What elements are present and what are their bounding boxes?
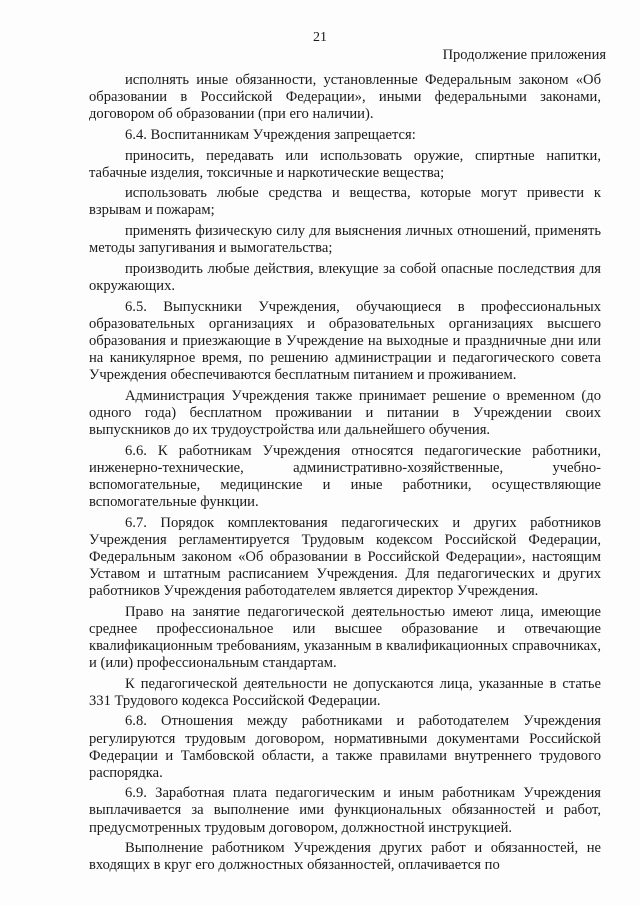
paragraph-other-duties: Выполнение работником Учреждения других работ и обязанностей, не входящих в круг его должностных обязанностей, оплачивается по — [89, 840, 601, 874]
running-head: Продолжение приложения — [442, 47, 606, 63]
paragraph-obligations-continued: исполнять иные обязанности, установленные Федеральным законом «Об образовании в Российской Федерации», иными федеральными законами, договором об образовании (при его наличии). — [89, 72, 601, 123]
paragraph-prohibition-force: применять физическую силу для выяснения личных отношений, применять методы запугивания и вымогательства; — [89, 223, 601, 257]
paragraph-right-to-teach: Право на занятие педагогической деятельностью имеют лица, имеющие среднее профессиональное или высшее образование и отвечающие квалификационным требованиям, указанным в квалификационных справочниках, и (или) профессиональным стандартам. — [89, 603, 601, 671]
paragraph-6-6: 6.6. К работникам Учреждения относятся педагогические работники, инженерно-технические, административно-хозяйственные, учебно-вспомогательные, медицинские и иные работники, осуществляющие вспомогательные функции. — [89, 442, 601, 510]
page-number: 21 — [313, 30, 327, 45]
paragraph-6-4-heading: 6.4. Воспитанникам Учреждения запрещается: — [125, 126, 416, 143]
paragraph-6-9: 6.9. Заработная плата педагогическим и иным работникам Учреждения выплачивается за выполнение ими функциональных обязанностей и работ, предусмотренных трудовым договором, должностной инструкцией. — [89, 785, 601, 836]
paragraph-6-7: 6.7. Порядок комплектования педагогических и других работников Учреждения регламентируется Трудовым кодексом Российской Федерации, Федеральным законом «Об образовании в Российской Федерации», настоящим Уставом и штатным расписанием Учреждения. Для педагогических и других работников Учреждения работодателем является директор Учреждения. — [89, 514, 601, 599]
paragraph-prohibition-weapons: приносить, передавать или использовать оружие, спиртные напитки, табачные изделия, токсичные и наркотические вещества; — [89, 147, 601, 181]
paragraph-prohibition-danger: производить любые действия, влекущие за собой опасные последствия для окружающих. — [89, 260, 601, 294]
paragraph-6-8: 6.8. Отношения между работниками и работодателем Учреждения регулируются трудовым договором, нормативными документами Российской Федерации и Тамбовской области, а также правилами внутреннего трудового распорядка. — [89, 713, 601, 781]
paragraph-6-5: 6.5. Выпускники Учреждения, обучающиеся в профессиональных образовательных организациях и образовательных организациях высшего образования и приезжающие в Учреждение на выходные и праздничные дни или на каникулярное время, по решению администрации и педагогического совета Учреждения обеспечиваются бесплатным питанием и проживанием. — [89, 298, 601, 384]
paragraph-administration-decision: Администрация Учреждения также принимает решение о временном (до одного года) бесплатном проживании и питании в Учреждении своих выпускников до их трудоустройства или дальнейшего обучения. — [89, 387, 601, 438]
paragraph-prohibition-explosives: использовать любые средства и вещества, которые могут привести к взрывам и пожарам; — [89, 185, 601, 219]
paragraph-not-admitted: К педагогической деятельности не допускаются лица, указанные в статье 331 Трудового кодекса Российской Федерации. — [89, 675, 601, 709]
body-text — [89, 72, 601, 874]
